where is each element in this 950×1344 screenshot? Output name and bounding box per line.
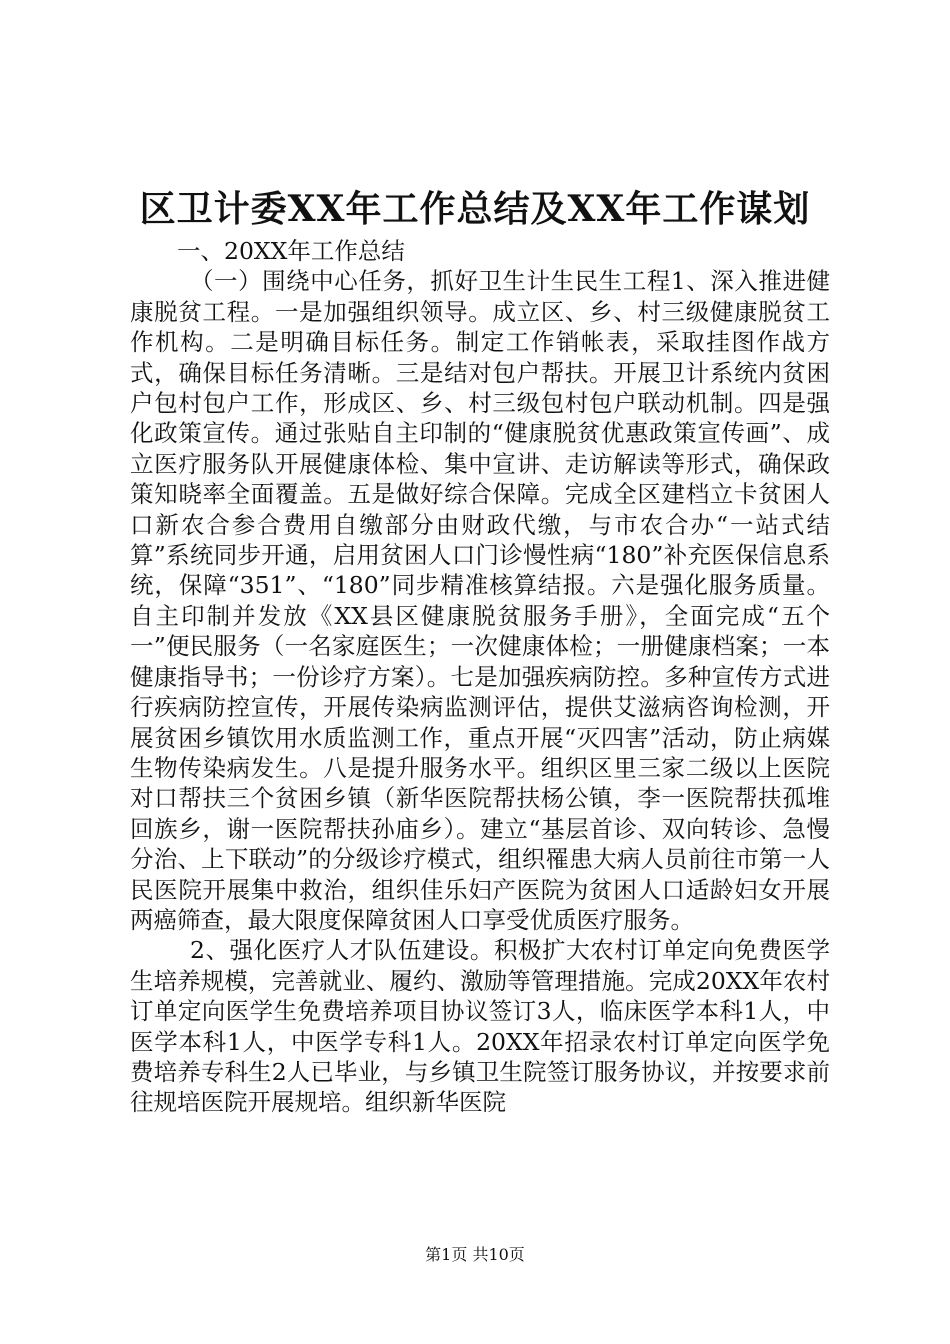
paragraph-1: （一）围绕中心任务，抓好卫生计生民生工程1、深入推进健康脱贫工程。一是加强组织领导。成立区、乡、村三级健康脱贫工作机构。二是明确目标任务。制定工作销帐表，采取挂图作战方式，确保目标任务清晰。三是结对包户帮扶。开展卫计系统内贫困户包村包户工作，形成区、乡、村三级包村包户联动机制。四是强化政策宣传。通过张贴自主印制的“健康脱贫优惠政策宣传画”、成立医疗服务队开展健康体检、集中宣讲、走访解读等形式，确保政策知晓率全面覆盖。五是做好综合保障。完成全区建档立卡贫困人口新农合参合费用自缴部分由财政代缴，与市农合办“一站式结算”系统同步开通，启用贫困人口门诊慢性病“180”补充医保信息系统，保障“351”、“180”同步精准核算结报。六是强化服务质量。自主印制并发放《XX县区健康脱贫服务手册》，全面完成“五个一”便民服务（一名家庭医生；一次健康体检；一册健康档案；一本健康指导书；一份诊疗方案）。七是加强疾病防控。多种宣传方式进行疾病防控宣传，开展传染病监测评估，提供艾滋病咨询检测，开展贫困乡镇饮用水质监测工作，重点开展“灭四害”活动，防止病媒生物传染病发生。八是提升服务水平。组织区里三家二级以上医院对口帮扶三个贫困乡镇（新华医院帮扶杨公镇，李一医院帮扶孤堆回族乡，谢一医院帮扶孙庙乡）。建立“基层首诊、双向转诊、急慢分治、上下联动”的分级诊疗模式，组织罹患大病人员前往市第一人民医院开展集中救治，组织佳乐妇产医院为贫困人口适龄妇女开展两癌筛查，最大限度保障贫困人口享受优质医疗服务。 [130, 267, 830, 934]
paragraph-2: 2、强化医疗人才队伍建设。积极扩大农村订单定向免费医学生培养规模，完善就业、履约、激励等管理措施。完成20XX年农村订单定向医学生免费培养项目协议签订3人，临床医学本科1人，中医学本科1人，中医学专科1人。20XX年招录农村订单定向医学免费培养专科生2人已毕业，与乡镇卫生院签订服务协议，并按要求前往规培医院开展规培。组织新华医院 [130, 936, 830, 1117]
document-title: 区卫计委XX年工作总结及XX年工作谋划 [139, 188, 811, 230]
page-number-footer: 第1页 共10页 [425, 1245, 525, 1264]
section-heading: 一、20XX年工作总结 [177, 237, 405, 265]
document-body [130, 236, 830, 1118]
